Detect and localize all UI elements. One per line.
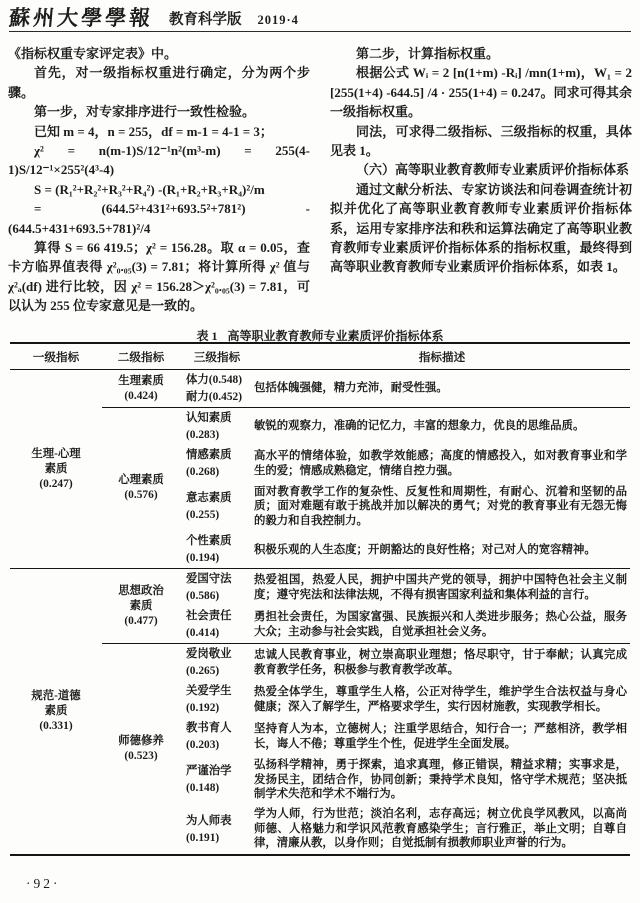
level3-line: 严谨治学 (186, 765, 232, 778)
level1-line: 素质 (44, 704, 68, 717)
level3-indicator-cell (180, 609, 254, 640)
level1-line: (0.331) (39, 719, 73, 732)
table-row (180, 606, 630, 643)
col-header-level1: 一级指标 (32, 350, 80, 364)
level3-line: 社会责任 (186, 610, 232, 623)
item-rows (180, 408, 630, 568)
indicator-description-cell: 热爱全体学生，尊重学生人格，公正对待学生，维护学生合法权益与身心健康；深入了解学生，严格要求学生，实行因材施教，实现教学相长。 (254, 686, 627, 713)
paragraph: = (644.5²+431²+693.5²+781²) -(644.5+431+693.5+781)²/4 (8, 201, 310, 236)
level3-indicator-cell (180, 758, 254, 801)
paragraph: 第二步，计算指标权重。 (356, 46, 500, 61)
level3-indicator-cell (180, 572, 254, 603)
item-rows (180, 370, 630, 407)
level3-line: 为人师表 (186, 814, 232, 827)
paragraph: 根据公式 Wᵢ = 2 [n(1+m) -Rᵢ] /mn(1+m)，W₁ = 2 [255(1+4) -644.5] /4 · 255(1+4) = 0.247。同求可得其余一级指标权重。 (330, 65, 632, 120)
table-row (180, 445, 630, 482)
table-row (180, 718, 630, 755)
journal-edition: 教育科学版 (169, 12, 242, 28)
level2-line: (0.477) (124, 614, 158, 627)
level3-line: 体力(0.548) (186, 374, 242, 386)
body-columns (8, 44, 632, 316)
level3-line: (0.255) (186, 509, 220, 522)
table-subgroup (102, 370, 630, 407)
level1-line: 生理-心理 (31, 447, 81, 460)
level2-line: 素质 (129, 599, 153, 612)
level2-line: 生理素质 (118, 374, 164, 387)
table-row (180, 681, 630, 718)
indicator-description-cell: 热爱祖国，热爱人民，拥护中国共产党的领导，拥护中国特色社会主义制度；遵守宪法和法律法规，不得有损害国家利益和集体利益的言行。 (254, 574, 627, 601)
level1-line: (0.247) (39, 477, 73, 490)
level3-line: (0.194) (186, 552, 220, 565)
left-column (8, 44, 310, 316)
indicator-description-cell: 勇担社会责任，为国家富强、民族振兴和人类进步服务；热心公益，服务大众；主动参与社会实践，自觉承担社会义务。 (254, 611, 627, 638)
table-label: 表 1 (196, 329, 218, 343)
indicator-description-cell: 敏锐的观察力，准确的记忆力，丰富的想象力，优良的思维品质。 (254, 420, 585, 433)
level3-line: 教书育人 (186, 722, 232, 735)
level3-indicator-cell (180, 411, 254, 442)
level3-line: 个性素质 (186, 535, 232, 548)
table-row (180, 482, 630, 531)
item-rows (180, 644, 630, 853)
paragraph: 同法，可求得二级指标、三级指标的权重，具体见表 1。 (330, 123, 632, 159)
table-row (180, 370, 630, 407)
level3-line: 爱国守法 (186, 573, 232, 586)
indicator-table (10, 342, 630, 856)
table-row (180, 408, 630, 445)
paragraph: 《指标权重专家评定表》中。 (8, 46, 178, 61)
level2-line: 思想政治 (118, 584, 164, 597)
right-column (330, 44, 632, 316)
header-rule (9, 31, 631, 32)
level2-line: 心理素质 (118, 474, 164, 487)
indicator-description-cell: 包括体魄强健，精力充沛，耐受性强。 (254, 382, 448, 395)
table-title-text: 高等职业教育教师专业素质评价指标体系 (227, 329, 444, 343)
level3-line: 爱岗敬业 (186, 648, 232, 661)
level3-indicator-cell (180, 373, 254, 404)
level2-line: (0.424) (124, 389, 158, 402)
table-group (10, 568, 630, 853)
item-rows (180, 569, 630, 643)
table-group (10, 370, 630, 568)
indicator-description-cell: 高水平的情绪体验，如教学效能感；高度的情感投入，如对教育事业和学生的爱；情感成熟稳定，情绪自控力强。 (254, 450, 627, 477)
page-header (9, 5, 631, 30)
table-subgroup (102, 569, 630, 643)
table-row (180, 531, 630, 568)
group-right (102, 370, 630, 568)
journal-logo: 蘇州大學學報 (8, 6, 155, 30)
level2-indicator-cell (102, 644, 180, 853)
level3-line: (0.283) (186, 429, 220, 441)
level3-line: 情感素质 (186, 449, 232, 461)
level2-line: (0.523) (124, 749, 158, 762)
level1-indicator-cell (10, 370, 102, 568)
level3-line: 认知素质 (186, 412, 232, 424)
level2-indicator-cell (102, 408, 180, 568)
level3-indicator-cell (180, 807, 254, 850)
table-body (10, 370, 630, 854)
page-number: ·92· (26, 876, 61, 891)
level3-indicator-cell (180, 684, 254, 715)
table-row (180, 569, 630, 606)
paragraph: 第一步，对专家排序进行一致性检验。 (34, 104, 256, 120)
col-header-level3: 三级指标 (193, 350, 241, 364)
indicator-description-cell: 坚持育人为本，立德树人；注重学思结合，知行合一；严慈相济，教学相长，诲人不倦；尊重学生个性，促进学生全面发展。 (254, 723, 627, 750)
indicator-description-cell: 学为人师，行为世范；淡泊名利，志存高远；树立优良学风教风，以高尚师德、人格魅力和学识风范教育感染学生；言行雅正，举止文明；自尊自律，清廉从教，以身作则；自觉抵制有损教师职业声誉的行为。 (254, 808, 627, 850)
group-right (102, 569, 630, 853)
level3-line: (0.265) (186, 665, 220, 678)
level2-indicator-cell (102, 370, 180, 407)
paragraph: 已知 m = 4，n = 255，df = m-1 = 4-1 = 3； (34, 123, 273, 139)
paragraph: 首先，对一级指标权重进行确定，分为两个步骤。 (8, 65, 310, 100)
indicator-description-cell: 面对教育教学工作的复杂性、反复性和周期性，有耐心、沉着和坚韧的品质；面对难题有敢于挑战并加以解决的勇气；对党的教育事业有无怨无悔的毅力和自我控制力。 (254, 486, 627, 527)
paragraph: S = (R₁²+R₂²+R₃²+R₄²) -(R₁+R₂+R₃+R₄)²/m (34, 181, 265, 197)
paragraph: 算得 S = 66 419.5；χ² = 156.28。取 α = 0.05，查卡方临界值表得 χ²₀.₀₅(3) = 7.81；将计算所得 χ² 值与 χ²ₐ(df) 进行比较，因 χ² = 156.28＞χ²₀.₀₅(3) = 7.81，可以认为 255 位专家意见是一致的。 (8, 240, 310, 314)
level2-indicator-cell (102, 569, 180, 643)
indicator-description-cell: 积极乐观的人生态度；开朗豁达的良好性格；对己对人的宽容精神。 (254, 543, 596, 556)
col-header-level2: 二级指标 (117, 350, 165, 364)
paragraph: 通过文献分析法、专家访谈法和问卷调查统计初拟并优化了高等职业教育教师专业素质评价指标体系，运用专家排序法和秩和运算法确定了高等职业教育教师专业素质评价指标体系的指标权重，最终得到高等职业教育教师专业素质评价指标体系，如表 1。 (330, 181, 632, 275)
level3-indicator-cell (180, 485, 254, 528)
level3-line: (0.148) (186, 782, 220, 795)
level3-line: 意志素质 (186, 492, 232, 505)
level3-line: (0.203) (186, 739, 220, 752)
level3-indicator-cell (180, 534, 254, 565)
level1-indicator-cell (10, 569, 102, 853)
indicator-description-cell: 弘扬科学精神，勇于探索，追求真理，修正错误，精益求精；实事求是，发扬民主，团结合作，协同创新；秉持学术良知，恪守学术规范；坚决抵制学术失范和学术不端行为。 (254, 759, 627, 801)
table-subgroup (102, 407, 630, 568)
level2-line: 师德修养 (118, 734, 164, 747)
table-header-row (10, 344, 630, 370)
table-row (180, 755, 630, 804)
level1-line: 素质 (44, 462, 68, 475)
level3-line: 关爱学生 (186, 685, 232, 698)
level3-line: (0.268) (186, 466, 220, 478)
level3-line: (0.192) (186, 702, 220, 715)
level3-line: (0.191) (186, 831, 220, 844)
paragraph: χ² = n(m-1)S/12⁻¹n²(m³-m) = 255(4-1)S/12⁻¹×255²(4³-4) (8, 143, 310, 178)
level3-line: (0.414) (186, 627, 220, 640)
level3-line: 耐力(0.452) (186, 391, 242, 403)
journal-issue: 2019·4 (257, 13, 299, 27)
level3-indicator-cell (180, 647, 254, 678)
level3-line: (0.586) (186, 590, 220, 603)
level2-line: (0.576) (124, 489, 158, 502)
level1-line: 规范-道德 (31, 689, 81, 702)
indicator-description-cell: 忠诚人民教育事业，树立崇高职业理想；恪尽职守，甘于奉献；认真完成教育教学任务，积极参与教育教学改革。 (254, 649, 627, 676)
col-header-description: 指标描述 (418, 350, 466, 364)
paragraph: （六）高等职业教育教师专业素质评价指标体系 (356, 162, 630, 178)
table-subgroup (102, 643, 630, 853)
level3-indicator-cell (180, 448, 254, 479)
level3-indicator-cell (180, 721, 254, 752)
table-row (180, 644, 630, 681)
table-row (180, 804, 630, 853)
